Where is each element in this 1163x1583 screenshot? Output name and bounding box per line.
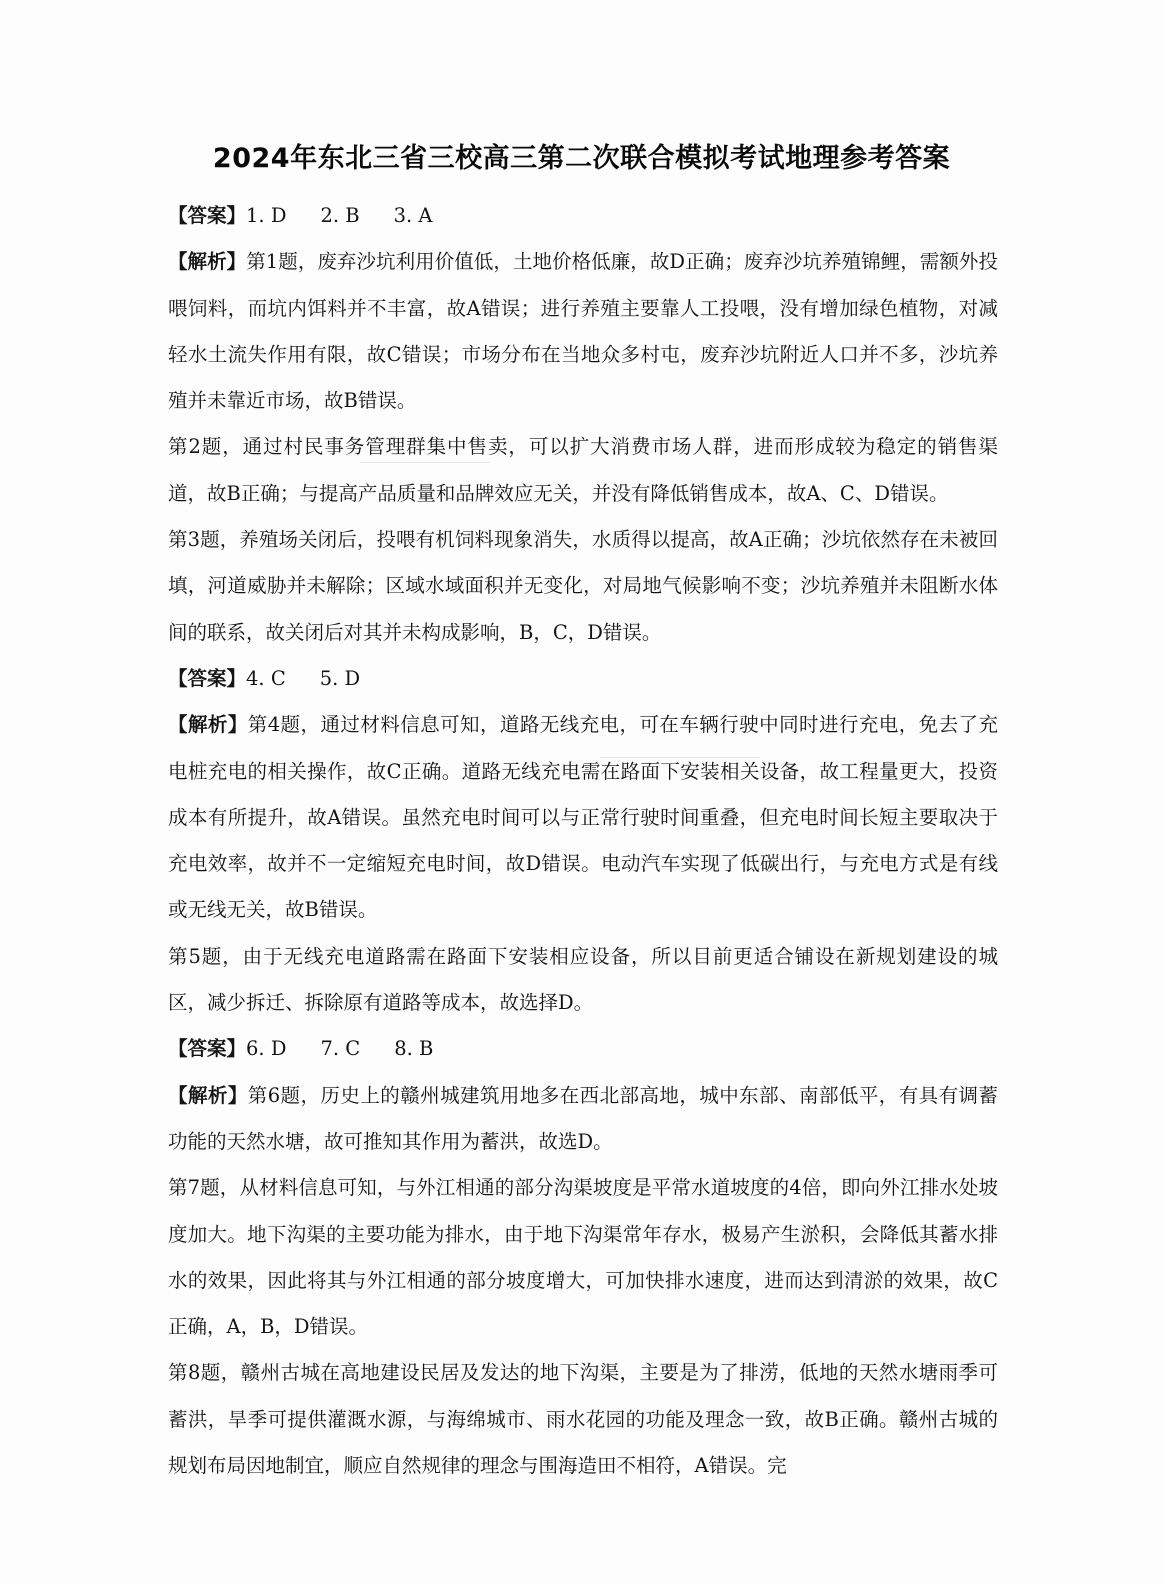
answer-item: 3. A: [393, 204, 433, 227]
answer-item: 6. D: [246, 1037, 287, 1061]
analysis-paragraph: 第8题，赣州古城在高地建设民居及发达的地下沟渠，主要是为了排涝，低地的天然水塘雨季可蓄洪，旱季可提供灌溉水源，与海绵城市、雨水花园的功能及理念一致，故B正确。赣州古城的规划布局因地制宜，顺应自然规律的理念与围海造田不相符，A错误。完: [168, 1361, 998, 1478]
answer-content: [168, 193, 998, 1489]
answer-line-2: [168, 656, 998, 702]
scan-artifact: [360, 462, 490, 463]
answer-label: 【答案】: [168, 204, 247, 227]
answer-label: 【答案】: [168, 666, 247, 690]
scan-artifact: [600, 757, 760, 758]
answer-item: 8. B: [394, 1037, 434, 1061]
analysis-paragraph: [168, 239, 998, 424]
analysis-paragraph: 第3题，养殖场关闭后，投喂有机饲料现象消失，水质得以提高，故A正确；沙坑依然存在未被回填，河道威胁并未解除；区域水域面积并无变化，对局地气候影响不变；沙坑养殖并未阻断水体间的联系，故关闭后对其并未构成影响，B，C，D错误。: [168, 528, 998, 644]
analysis-label: 【解析】: [168, 713, 248, 737]
answer-item: 4. C: [246, 666, 286, 690]
answer-line-1: [168, 193, 998, 239]
answer-item: 1. D: [246, 204, 287, 227]
analysis-text: 第4题，通过材料信息可知，道路无线充电，可在车辆行驶中同时进行充电，免去了充电桩充电的相关操作，故C正确。道路无线充电需在路面下安装相关设备，故工程量更大，投资成本有所提升，故A错误。虽然充电时间可以与正常行驶时间重叠，但充电时间长短主要取决于充电效率，故并不一定缩短充电时间，故D错误。电动汽车实现了低碳出行，与充电方式是有线或无线无关，故B错误。: [168, 713, 998, 922]
answer-line-3: [168, 1026, 998, 1072]
analysis-label: 【解析】: [168, 1083, 248, 1107]
analysis-label: 【解析】: [168, 250, 247, 274]
analysis-paragraph: [168, 702, 998, 933]
analysis-text: 第1题，废弃沙坑利用价值低，土地价格低廉，故D正确；废弃沙坑养殖锦鲤，需额外投喂饲料，而坑内饵料并不丰富，故A错误；进行养殖主要靠人工投喂，没有增加绿色植物，对减轻水土流失作用有限，故C错误；市场分布在当地众多村屯，废弃沙坑附近人口并不多，沙坑养殖并未靠近市场，故B错误。: [168, 250, 998, 413]
page-title: 2024年东北三省三校高三第二次联合模拟考试地理参考答案: [212, 143, 951, 174]
analysis-paragraph: 第7题，从材料信息可知，与外江相通的部分沟渠坡度是平常水道坡度的4倍，即向外江排水处坡度加大。地下沟渠的主要功能为排水，由于地下沟渠常年存水，极易产生淤积，会降低其蓄水排水的效果，因此将其与外江相通的部分坡度增大，可加快排水速度，进而达到清淤的效果，故C正确，A，B，D错误。: [168, 1176, 998, 1339]
analysis-paragraph: [168, 1073, 998, 1166]
answer-item: 7. C: [320, 1037, 361, 1061]
analysis-text: 第6题，历史上的赣州城建筑用地多在西北部高地，城中东部、南部低平，有具有调蓄功能的天然水塘，故可推知其作用为蓄洪，故选D。: [168, 1083, 998, 1153]
answer-item: 2. B: [320, 204, 360, 227]
analysis-paragraph: 第2题，通过村民事务管理群集中售卖，可以扩大消费市场人群，进而形成较为稳定的销售渠道，故B正确；与提高产品质量和品牌效应无关，并没有降低销售成本，故A、C、D错误。: [168, 435, 998, 505]
answer-label: 【答案】: [168, 1037, 247, 1061]
analysis-paragraph: 第5题，由于无线充电道路需在路面下安装相应设备，所以目前更适合铺设在新规划建设的城区，减少拆迁、拆除原有道路等成本，故选择D。: [168, 944, 998, 1015]
answer-item: 5. D: [319, 666, 361, 690]
